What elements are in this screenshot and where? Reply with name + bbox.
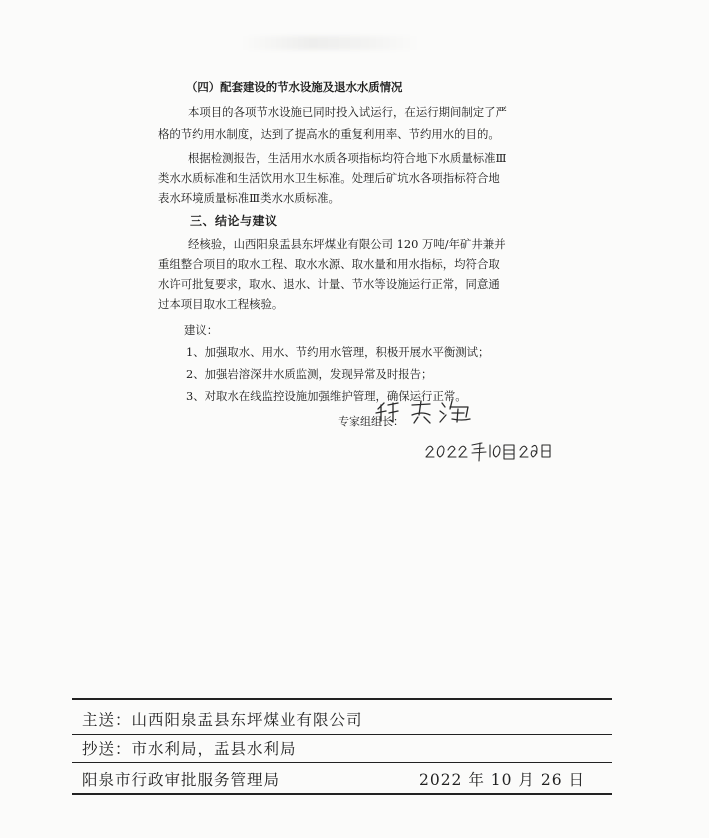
section-4-paragraph-2 <box>158 148 528 208</box>
suggestion-item: 3、对取水在线监控设施加强维护管理，确保运行正常。 <box>186 389 467 403</box>
footer-cc: 抄送：市水利局，盂县水利局 <box>82 740 297 758</box>
footer-rule <box>72 762 612 763</box>
bleed-through-mark <box>240 36 420 50</box>
conclusion-paragraph <box>158 234 528 314</box>
suggestion-item: 2、加强岩溶深井水质监测，发现异常及时报告； <box>186 367 433 381</box>
suggestions-block <box>158 320 528 406</box>
handwritten-signature <box>372 395 502 429</box>
paragraph-line: 表水环境质量标准Ⅲ类水水质标准。 <box>158 191 340 205</box>
paragraph-line: 水许可批复要求，取水、退水、计量、节水等设施运行正常，同意通 <box>158 277 500 291</box>
section-4-paragraph-1 <box>158 102 528 144</box>
paragraph-line: 重组整合项目的取水工程、取水水源、取水量和用水指标，均符合取 <box>158 257 500 271</box>
handwritten-date <box>424 437 554 465</box>
suggestions-label: 建议： <box>184 323 219 337</box>
section-3-heading: 三、结论与建议 <box>190 214 278 228</box>
paragraph-line: 过本项目取水工程核验。 <box>158 297 284 311</box>
footer-rule-bottom <box>72 793 612 795</box>
suggestion-item: 1、加强取水、用水、节约用水管理，积极开展水平衡测试； <box>186 345 490 359</box>
signature-label: 专家组组长： <box>338 415 404 428</box>
footer-rule <box>72 734 612 735</box>
footer-issuer: 阳泉市行政审批服务管理局 <box>82 771 281 789</box>
footer-rule-top <box>72 698 612 700</box>
paragraph-line: 本项目的各项节水设施已同时投入试运行，在运行期间制定了严 <box>188 105 507 119</box>
paragraph-line: 格的节约用水制度，达到了提高水的重复利用率、节约用水的目的。 <box>158 127 500 141</box>
footer-date: 2022 年 10 月 26 日 <box>418 771 585 789</box>
paragraph-line: 经核验，山西阳泉盂县东坪煤业有限公司 120 万吨/年矿井兼并 <box>188 237 506 251</box>
footer-recipient: 主送：山西阳泉盂县东坪煤业有限公司 <box>82 711 363 729</box>
paragraph-line: 根据检测报告，生活用水水质各项指标均符合地下水质量标准Ⅲ <box>188 151 507 165</box>
section-4-heading: （四）配套建设的节水设施及退水水质情况 <box>186 80 403 94</box>
paragraph-line: 类水水质标准和生活饮用水卫生标准。处理后矿坑水各项指标符合地 <box>158 171 500 185</box>
